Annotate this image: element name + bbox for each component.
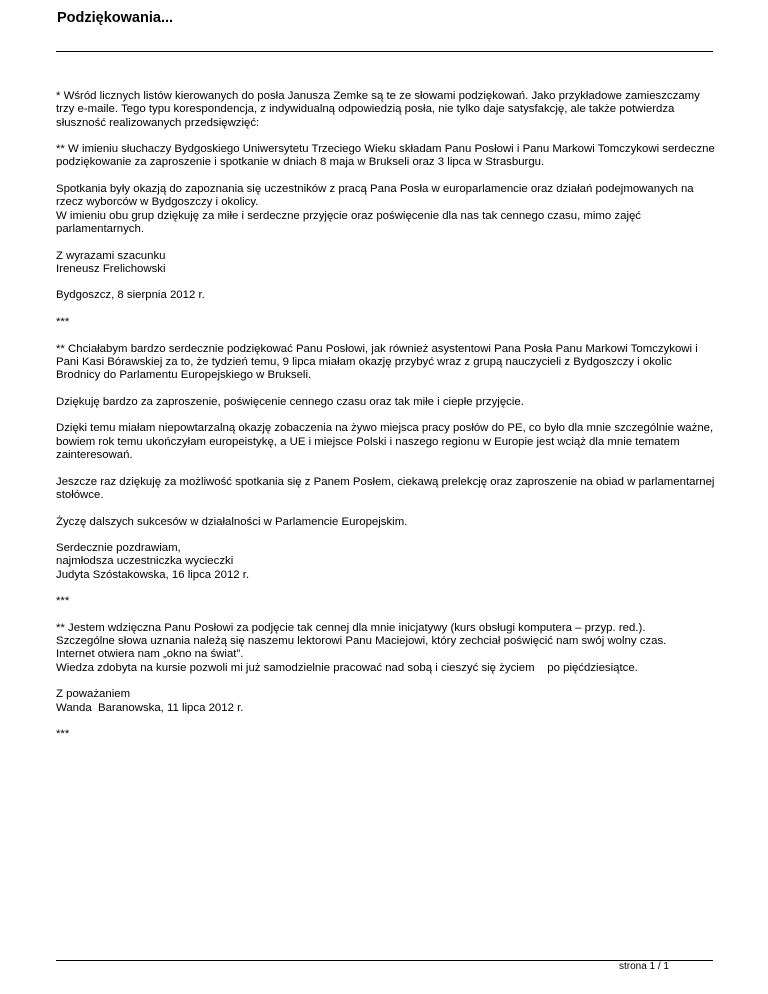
paragraph xyxy=(56,250,716,277)
paragraph-line: Wiedza zdobyta na kursie pozwoli mi już samodzielnie pracować nad sobą i cieszyć się życiem po pięćdziesiątce. xyxy=(56,661,638,674)
paragraph-line: Z wyrazami szacunku xyxy=(56,249,166,262)
paragraph xyxy=(56,595,716,608)
article-body xyxy=(56,90,716,755)
paragraph xyxy=(56,516,716,529)
paragraph-line: ** Chciałabym bardzo serdecznie podziękować Panu Posłowi, jak również asystentowi Pana Posła Panu Markowi Tomczykowi i Pani Kasi Bórawskiej za to, że tydzień temu, 9 lipca miałam okazję przybyć wraz z grupą nauczycieli z Bydgoszczy i okolic Brodnicy do Parlamentu Europejskiego w Brukseli. xyxy=(56,342,701,382)
paragraph-line: najmłodsza uczestniczka wycieczki xyxy=(56,555,234,568)
paragraph-line: Bydgoszcz, 8 sierpnia 2012 r. xyxy=(56,289,205,302)
paragraph-line: *** xyxy=(56,728,70,741)
paragraph xyxy=(56,396,716,409)
paragraph xyxy=(56,90,716,130)
paragraph xyxy=(56,289,716,302)
paragraph-line: Serdecznie pozdrawiam, xyxy=(56,542,181,555)
page-title: Podziękowania... xyxy=(57,10,174,26)
header-divider xyxy=(56,51,713,52)
paragraph xyxy=(56,143,716,170)
footer-divider xyxy=(56,960,713,961)
paragraph-line: *** xyxy=(56,316,70,329)
paragraph xyxy=(56,688,716,715)
paragraph-line: * Wśród licznych listów kierowanych do posła Janusza Zemke są te ze słowami podziękowań. Jako przykładowe zamieszczamy trzy e-maile. Tego typu korespondencja, z indywidualną odpowiedzią posła, nie tylko daje satysfakcję, ale także potwierdza słuszność realizowanych przedsięwzięć: xyxy=(56,90,704,129)
paragraph-line: Ireneusz Frelichowski xyxy=(56,262,166,275)
paragraph-line: Wanda Baranowska, 11 lipca 2012 r. xyxy=(56,701,244,714)
paragraph xyxy=(56,476,716,503)
paragraph xyxy=(56,343,716,383)
paragraph-line: Z poważaniem xyxy=(56,688,131,701)
paragraph xyxy=(56,728,716,741)
paragraph xyxy=(56,422,716,462)
paragraph-line: Internet otwiera nam „okno na świat”. xyxy=(56,648,244,661)
paragraph-line: Dzięki temu miałam niepowtarzalną okazję zobaczenia na żywo miejsca pracy posłów do PE, co było dla mnie szczególnie ważne, bowiem rok temu ukończyłam europeistykę, a UE i miejsce Polski i naszego regionu w Europie jest wciąż dla mnie tematem zainteresowań. xyxy=(56,422,717,462)
paragraph xyxy=(56,183,716,236)
paragraph-line: Spotkania były okazją do zapoznania się uczestników z pracą Pana Posła w europarlamencie oraz działań podejmowanych na rzecz wyborców w Bydgoszczy i okolicy. xyxy=(56,183,697,209)
paragraph-line: *** xyxy=(56,595,70,608)
paragraph xyxy=(56,622,716,675)
paragraph-line: Dziękuję bardzo za zaproszenie, poświęcenie cennego czasu oraz tak miłe i ciepłe przyjęcie. xyxy=(56,395,524,408)
paragraph-line: ** W imieniu słuchaczy Bydgoskiego Uniwersytetu Trzeciego Wieku składam Panu Posłowi i Panu Markowi Tomczykowi serdeczne podziękowanie za zaproszenie i spotkanie w dniach 8 maja w Brukseli oraz 3 lipca w Strasburgu. xyxy=(56,143,718,169)
paragraph-line: ** Jestem wdzięczna Panu Posłowi za podjęcie tak cennej dla mnie inicjatywy (kurs obsługi komputera – przyp. red.). xyxy=(56,621,646,634)
paragraph xyxy=(56,316,716,329)
paragraph-line: Życzę dalszych sukcesów w działalności w Parlamencie Europejskim. xyxy=(56,515,408,528)
paragraph-line: Judyta Szóstakowska, 16 lipca 2012 r. xyxy=(56,568,250,581)
paragraph-line: Szczególne słowa uznania należą się naszemu lektorowi Panu Maciejowi, który zechciał poświęcić nam swój wolny czas. xyxy=(56,635,667,648)
page-number: strona 1 / 1 xyxy=(618,961,669,972)
paragraph-line: Jeszcze raz dziękuję za możliwość spotkania się z Panem Posłem, ciekawą prelekcję oraz zaproszenie na obiad w parlamentarnej stołówce. xyxy=(56,475,718,501)
paragraph-line: W imieniu obu grup dziękuję za miłe i serdeczne przyjęcie oraz poświęcenie dla nas tak cennego czasu, mimo zajęć parlamentarnych. xyxy=(56,209,645,235)
paragraph xyxy=(56,542,716,582)
